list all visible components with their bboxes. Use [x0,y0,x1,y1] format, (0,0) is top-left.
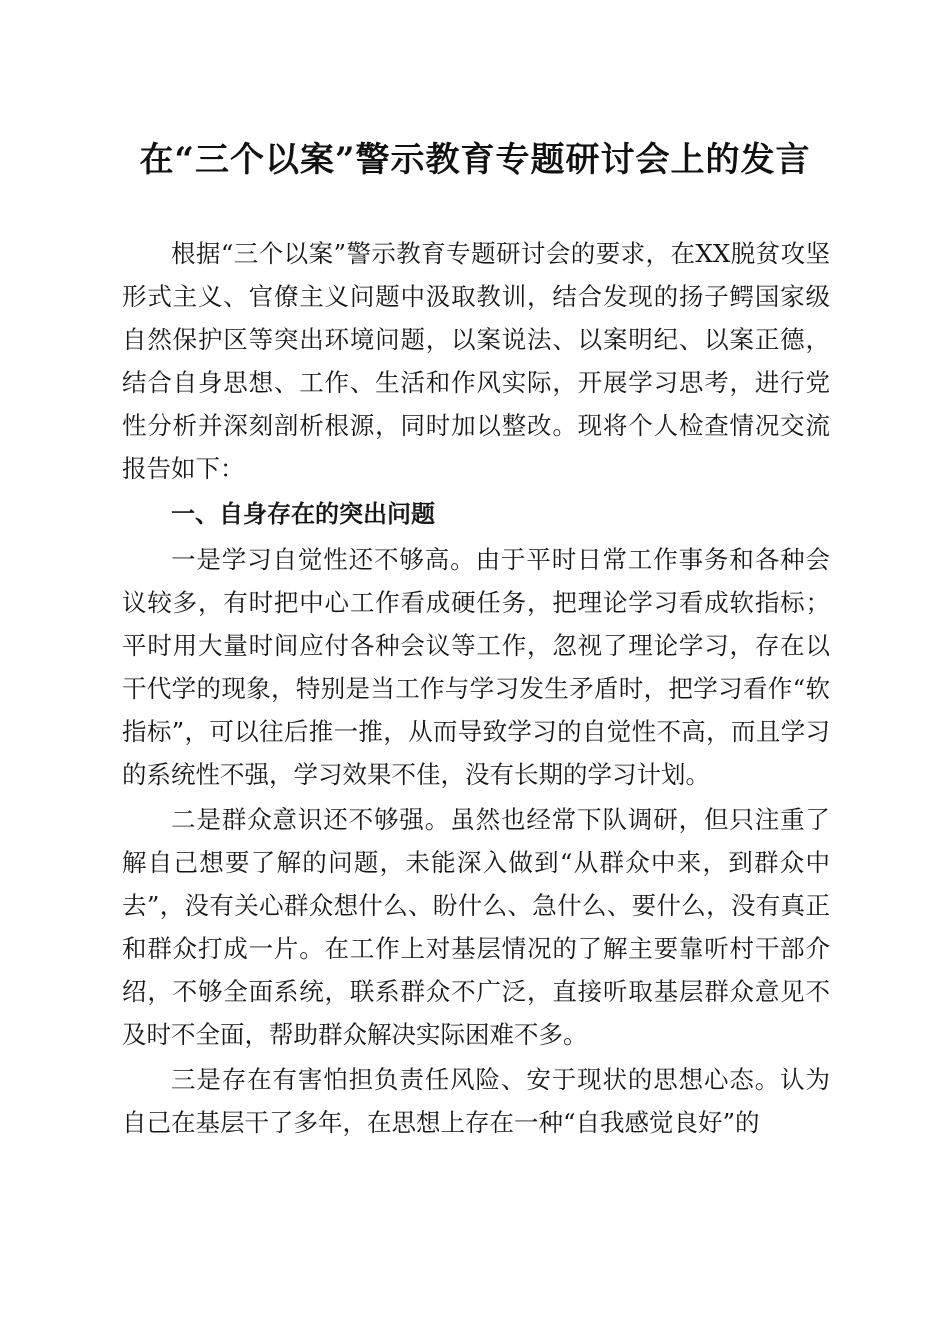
problem-3-lead: 三是存在有害怕担负责任风险、安于现状的思想心态。 [171,1065,781,1094]
problem-paragraph-1 [122,538,830,796]
document-body [122,232,830,1144]
problem-2-lead: 二是群众意识还不够强。 [171,805,451,834]
section-heading-text: 一、自身存在的突出问题 [171,500,435,528]
intro-paragraph: 根据“三个以案”警示教育专题研讨会的要求，在XX脱贫攻坚形式主义、官僚主义问题中汲取教训，结合发现的扬子鳄国家级自然保护区等突出环境问题，以案说法、以案明纪、以案正德，结合自身思想、工作、生活和作风实际，开展学习思考，进行党性分析并深刻剖析根源，同时加以整改。现将个人检查情况交流报告如下： [122,239,830,483]
problem-2-text: 虽然也经常下队调研，但只注重了解自己想要了解的问题，未能深入做到“从群众中来，到群众中去”，没有关心群众想什么、盼什么、急什么、要什么，没有真正和群众打成一片。在工作上对基层情况的了解主要靠听村干部介绍，不够全面系统，联系群众不广泛，直接听取基层群众意见不及时不全面，帮助群众解决实际困难不多。 [122,805,831,1049]
problem-paragraph-3 [122,1058,830,1144]
document-title: 在“三个以案”警示教育专题研讨会上的发言 [139,140,811,180]
problem-1-text: 由于平时日常工作事务和各种会议较多，有时把中心工作看成硬任务，把理论学习看成软指标；平时用大量时间应付各种会议等工作，忽视了理论学习，存在以干代学的现象，特别是当工作与学习发生矛盾时，把学习看作“软指标”，可以往后推一推，从而导致学习的自觉性不高，而且学习的系统性不强，学习效果不佳，没有长期的学习计划。 [122,545,831,789]
section-heading [122,492,830,536]
problem-1-lead: 一是学习自觉性还不够高。 [171,545,476,574]
problem-3-text: 认为自己在基层干了多年，在思想上存在一种“自我感觉良好”的 [122,1065,831,1137]
problem-paragraph-2 [122,798,830,1056]
